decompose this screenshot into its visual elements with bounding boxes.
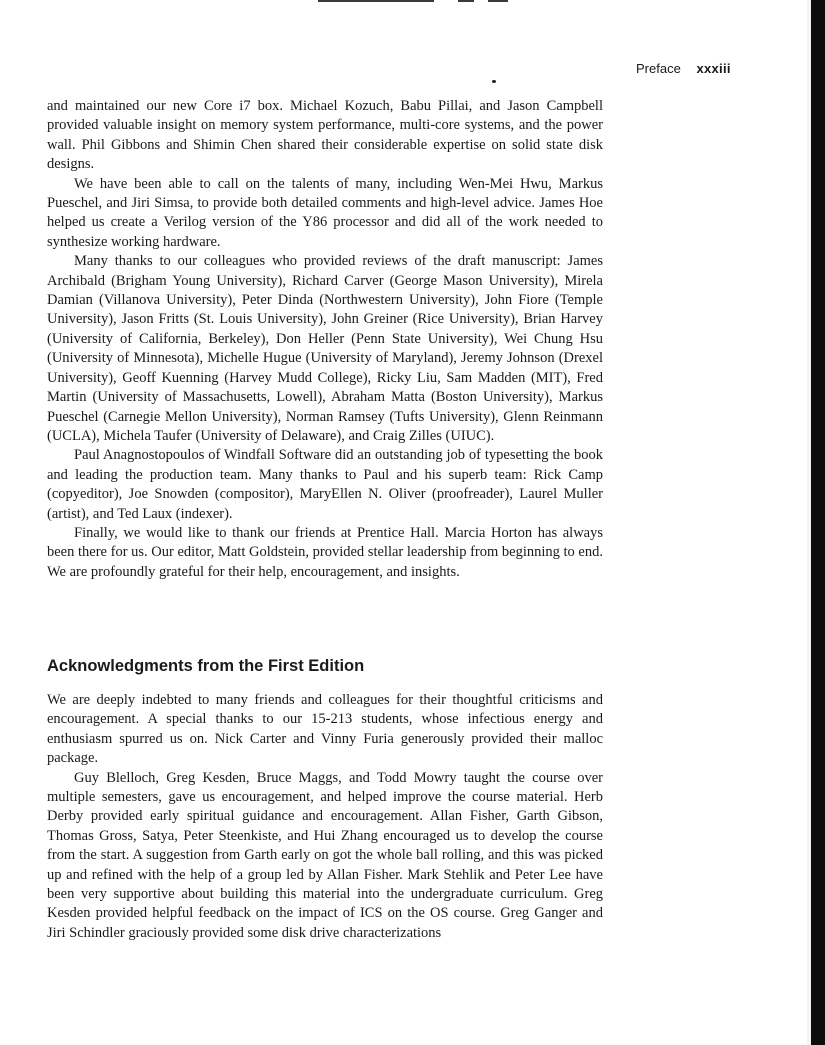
scan-binding-edge: [811, 0, 825, 1045]
page-number: xxxiii: [696, 61, 731, 76]
paragraph: Paul Anagnostopoulos of Windfall Software did an outstanding job of typesetting the book and leading the production team. Many thanks to Paul and his superb team: Rick Camp (copyeditor), Joe Snowden (compositor), MaryEllen N. Oliver (proofreader), Laurel Muller (artist), and Ted Laux (indexer).: [47, 447, 603, 522]
section-heading: Acknowledgments from the First Edition: [47, 657, 365, 675]
scan-edge-line: [488, 0, 508, 2]
first-edition-text-block: [47, 691, 603, 943]
running-head: [636, 61, 731, 76]
paragraph: We are deeply indebted to many friends and colleagues for their thoughtful criticisms and encouragement. A special thanks to our 15-213 students, whose infectious energy and enthusiasm spurred us on. Nick Carter and Vinny Furia generously provided their malloc package.: [47, 692, 603, 767]
paragraph: We have been able to call on the talents of many, including Wen-Mei Hwu, Markus Pueschel, and Jiri Simsa, to provide both detailed comments and high-level advice. James Hoe helped us create a Verilog version of the Y86 processor and did all of the work needed to synthesize working hardware.: [47, 175, 603, 250]
scan-edge-line: [318, 0, 434, 2]
paragraph: Finally, we would like to thank our friends at Prentice Hall. Marcia Horton has always been there for us. Our editor, Matt Goldstein, provided stellar leadership from beginning to end. We are profoundly grateful for their help, encouragement, and insights.: [47, 524, 603, 580]
paragraph: Many thanks to our colleagues who provided reviews of the draft manuscript: James Archibald (Brigham Young University), Richard Carver (George Mason University), Mirela Damian (Villanova University), Peter Dinda (Northwestern University), John Fiore (Temple University), Jason Fritts (St. Louis University), John Greiner (Rice University), Brian Harvey (University of California, Berkeley), Don Heller (Penn State University), Wei Chung Hsu (University of Minnesota), Michelle Hugue (University of Maryland), Jeremy Johnson (Drexel University), Geoff Kuenning (Harvey Mudd College), Ricky Liu, Sam Madden (MIT), Fred Martin (University of Massachusetts, Lowell), Abraham Matta (Boston University), Markus Pueschel (Carnegie Mellon University), Norman Ramsey (Tufts University), Glenn Reinmann (UCLA), Michela Taufer (University of Delaware), and Craig Zilles (UIUC).: [47, 253, 603, 444]
scan-edge-line: [458, 0, 474, 2]
paragraph: and maintained our new Core i7 box. Michael Kozuch, Babu Pillai, and Jason Campbell provided valuable insight on memory system performance, multi-core systems, and the power wall. Phil Gibbons and Shimin Chen shared their considerable expertise on solid state disk designs.: [47, 98, 603, 173]
preface-text-block: [47, 97, 603, 582]
scan-speck: [492, 80, 496, 83]
paragraph: Guy Blelloch, Greg Kesden, Bruce Maggs, and Todd Mowry taught the course over multiple semesters, gave us encouragement, and helped improve the course material. Herb Derby provided early spiritual guidance and encouragement. Allan Fisher, Garth Gibson, Thomas Gross, Satya, Peter Steenkiste, and Hui Zhang encouraged us to develop the course from the start. A suggestion from Garth early on got the whole ball rolling, and this was picked up and refined with the help of a group led by Allan Fisher. Mark Stehlik and Peter Lee have been very supportive about building this material into the undergraduate curriculum. Greg Kesden provided helpful feedback on the impact of ICS on the OS course. Greg Ganger and Jiri Schindler graciously provided some disk drive characterizations: [47, 769, 603, 941]
running-head-label: Preface: [636, 61, 681, 76]
